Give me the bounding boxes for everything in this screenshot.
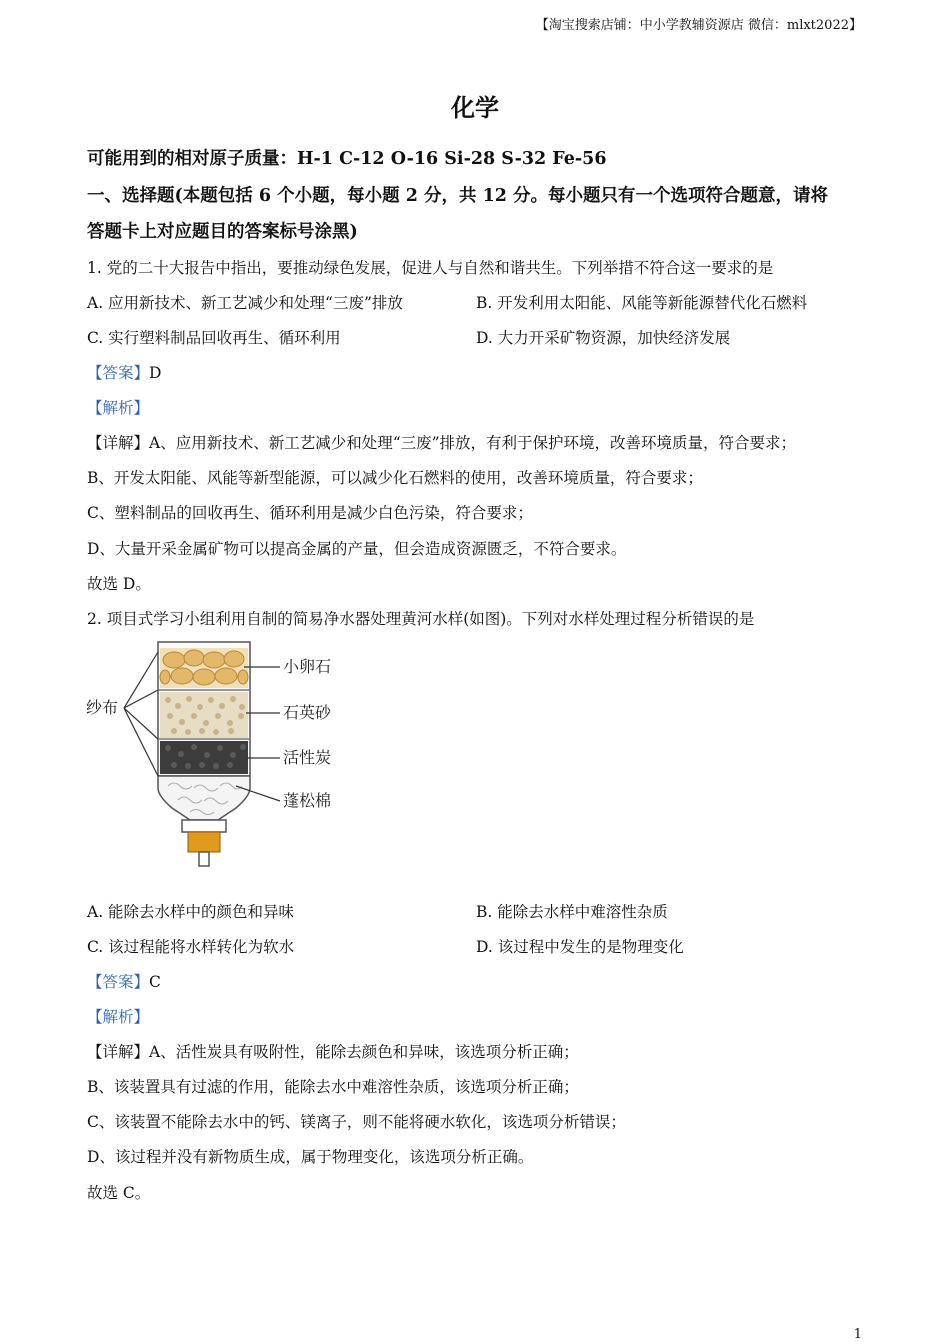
outlet-nozzle xyxy=(199,852,209,866)
q1-detail-3: C、塑料制品的回收再生、循环利用是减少白色污染，符合要求； xyxy=(87,504,533,522)
page-number: 1 xyxy=(853,1327,862,1342)
q2-option-c: C. 该过程能将水样转化为软水 xyxy=(87,938,295,956)
q2-answer xyxy=(87,970,161,992)
detail-text: A、活性炭具有吸附性，能除去颜色和异味，该选项分析正确； xyxy=(149,1043,579,1061)
gauze-pointers xyxy=(124,652,158,776)
label-quartz: 石英砂 xyxy=(283,703,332,722)
header-note: 【淘宝搜索店铺：中小学教辅资源店 微信：mlxt2022】 xyxy=(535,18,862,33)
page-title: 化学 xyxy=(451,93,499,122)
label-pebble: 小卵石 xyxy=(283,657,332,676)
q1-option-d: D. 大力开采矿物资源，加快经济发展 xyxy=(476,329,731,347)
q1-detail-4: D、大量开采金属矿物可以提高金属的产量，但会造成资源匮乏，不符合要求。 xyxy=(87,540,627,558)
q2-detail-3: C、该装置不能除去水中的钙、镁离子，则不能将硬水软化，该选项分析错误； xyxy=(87,1113,626,1131)
water-filter-figure xyxy=(86,636,356,872)
label-carbon: 活性炭 xyxy=(283,748,332,767)
answer-value: C xyxy=(149,973,161,991)
q1-analysis-tag: 【解析】 xyxy=(87,399,150,417)
q1-answer xyxy=(87,361,161,383)
q1-detail-2: B、开发太阳能、风能等新型能源，可以减少化石燃料的使用，改善环境质量，符合要求； xyxy=(87,469,703,487)
q2-option-a: A. 能除去水样中的颜色和异味 xyxy=(87,903,295,921)
detail-tag: 【详解】 xyxy=(87,1043,150,1061)
answer-tag: 【答案】 xyxy=(87,364,150,382)
detail-text: A、应用新技术、新工艺减少和处理“三废”排放，有利于保护环境，改善环境质量，符合要求； xyxy=(149,434,797,452)
atomic-masses: 可能用到的相对原子质量：H-1 C-12 O-16 Si-28 S-32 Fe-56 xyxy=(87,149,607,169)
q1-detail-1 xyxy=(87,431,796,453)
answer-value: D xyxy=(149,364,162,382)
bottle-cap-ring xyxy=(182,820,226,832)
answer-tag: 【答案】 xyxy=(87,973,150,991)
q2-conclusion: 故选 C。 xyxy=(87,1184,151,1202)
carbon-layer xyxy=(160,741,248,774)
q2-option-b: B. 能除去水样中难溶性杂质 xyxy=(476,903,668,921)
section-heading-line1: 一、选择题(本题包括 6 个小题，每小题 2 分，共 12 分。每小题只有一个选项符合题意，请将 xyxy=(87,186,829,206)
label-gauze: 纱布 xyxy=(86,698,119,717)
detail-tag: 【详解】 xyxy=(87,434,150,452)
bottle-cap xyxy=(188,832,220,852)
q2-detail-1 xyxy=(87,1040,579,1062)
q2-detail-4: D、该过程并没有新物质生成，属于物理变化，该选项分析正确。 xyxy=(87,1148,534,1166)
q1-option-b: B. 开发利用太阳能、风能等新能源替代化石燃料 xyxy=(476,294,808,312)
q1-stem: 1. 党的二十大报告中指出，要推动绿色发展，促进人与自然和谐共生。下列举措不符合这一要求的是 xyxy=(87,259,774,277)
q1-option-a: A. 应用新技术、新工艺减少和处理“三废”排放 xyxy=(87,294,403,312)
q2-option-d: D. 该过程中发生的是物理变化 xyxy=(476,938,684,956)
q2-detail-2: B、该装置具有过滤的作用，能除去水中难溶性杂质，该选项分析正确； xyxy=(87,1078,579,1096)
q1-option-c: C. 实行塑料制品回收再生、循环利用 xyxy=(87,329,341,347)
q2-stem: 2. 项目式学习小组利用自制的简易净水器处理黄河水样(如图)。下列对水样处理过程分析错误的是 xyxy=(87,610,755,628)
q1-conclusion: 故选 D。 xyxy=(87,575,151,593)
section-heading-line2: 答题卡上对应题目的答案标号涂黑) xyxy=(87,222,358,242)
q2-analysis-tag: 【解析】 xyxy=(87,1008,150,1026)
label-cotton: 蓬松棉 xyxy=(283,791,332,810)
